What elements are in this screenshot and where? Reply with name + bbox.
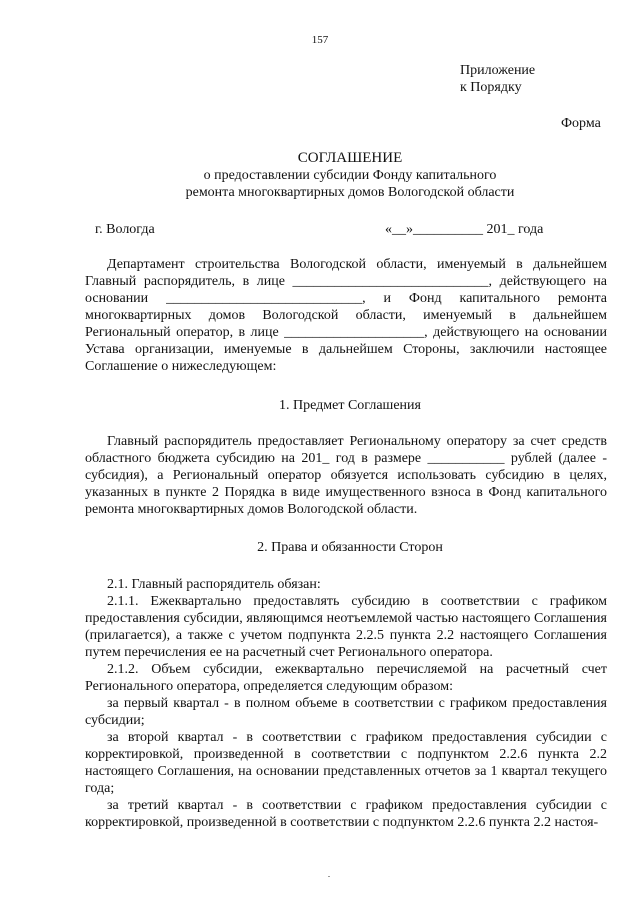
- appendix-line-2: к Порядку: [460, 80, 522, 95]
- title-subtitle-2: ремонта многоквартирных домов Вологодской области: [185, 185, 515, 200]
- section-2-heading: 2. Права и обязанности Сторон: [257, 540, 443, 555]
- appendix-line-1: Приложение: [460, 63, 536, 78]
- scan-artifact-dot: [328, 876, 330, 877]
- form-label: Форма: [561, 116, 601, 131]
- intro-paragraph: Департамент строительства Вологодской области, именуемый в дальнейшем Главный распорядитель, в лице ____________________________, действующего на основании ____________________________, и Фонд капитального ремонта многоквартирных домов Вологодской области, именуемый в дальнейшем Региональный оператор, в лице ____________________, действующего на основании Устава организации, именуемые в дальнейшем Стороны, заключили настоящее Соглашение о нижеследующем:: [85, 257, 607, 374]
- section-2-block: [85, 576, 607, 831]
- section-2-paragraph: 2.1.2. Объем субсидии, ежеквартально перечисляемой на расчетный счет Регионального оператора, определяется следующим образом:: [85, 662, 607, 694]
- section-2-paragraph: 2.1. Главный распорядитель обязан:: [107, 577, 321, 592]
- title-subtitle-1: о предоставлении субсидии Фонду капитального: [203, 168, 497, 183]
- agreement-title: [0, 150, 640, 201]
- title-main: СОГЛАШЕНИЕ: [297, 150, 403, 166]
- page-number: 157: [311, 34, 329, 46]
- section-2-paragraph: за второй квартал - в соответствии с графиком предоставления субсидии с корректировкой, произведенной в соответствии с подпунктом 2.2.6 пункта 2.2 настоящего Соглашения, на основании представленных отчетов за 1 квартал текущего года;: [85, 730, 607, 796]
- intro-block: [85, 256, 607, 375]
- section-1-heading: 1. Предмет Соглашения: [279, 398, 421, 413]
- section-2-paragraph: за третий квартал - в соответствии с графиком предоставления субсидии с корректировкой, произведенной в соответствии с подпунктом 2.2.6 пункта 2.2 настоя-: [85, 798, 607, 830]
- appendix-reference: [460, 62, 535, 96]
- section-2-paragraph: за первый квартал - в полном объеме в соответствии с графиком предоставления субсидии;: [85, 696, 607, 728]
- date-of-signing: «__»__________ 201_ года: [385, 222, 544, 237]
- section-2-paragraph: 2.1.1. Ежеквартально предоставлять субсидию в соответствии с графиком предоставления субсидии, являющимся неотъемлемой частью настоящего Соглашения (прилагается), а также с учетом подпункта 2.2.5 пункта 2.2 настоящего Соглашения путем перечисления ее на расчетный счет Регионального оператора.: [85, 594, 607, 660]
- section-1-paragraph: Главный распорядитель предоставляет Региональному оператору за счет средств областного бюджета субсидию на 201_ год в размере ___________ рублей (далее - субсидия), а Региональный оператор обязуется использовать субсидию в целях, указанных в пункте 2 Порядка в виде имущественного взноса в Фонд капитального ремонта многоквартирных домов Вологодской области.: [85, 434, 607, 517]
- place-of-signing: г. Вологда: [95, 222, 155, 237]
- section-1-block: [85, 433, 607, 518]
